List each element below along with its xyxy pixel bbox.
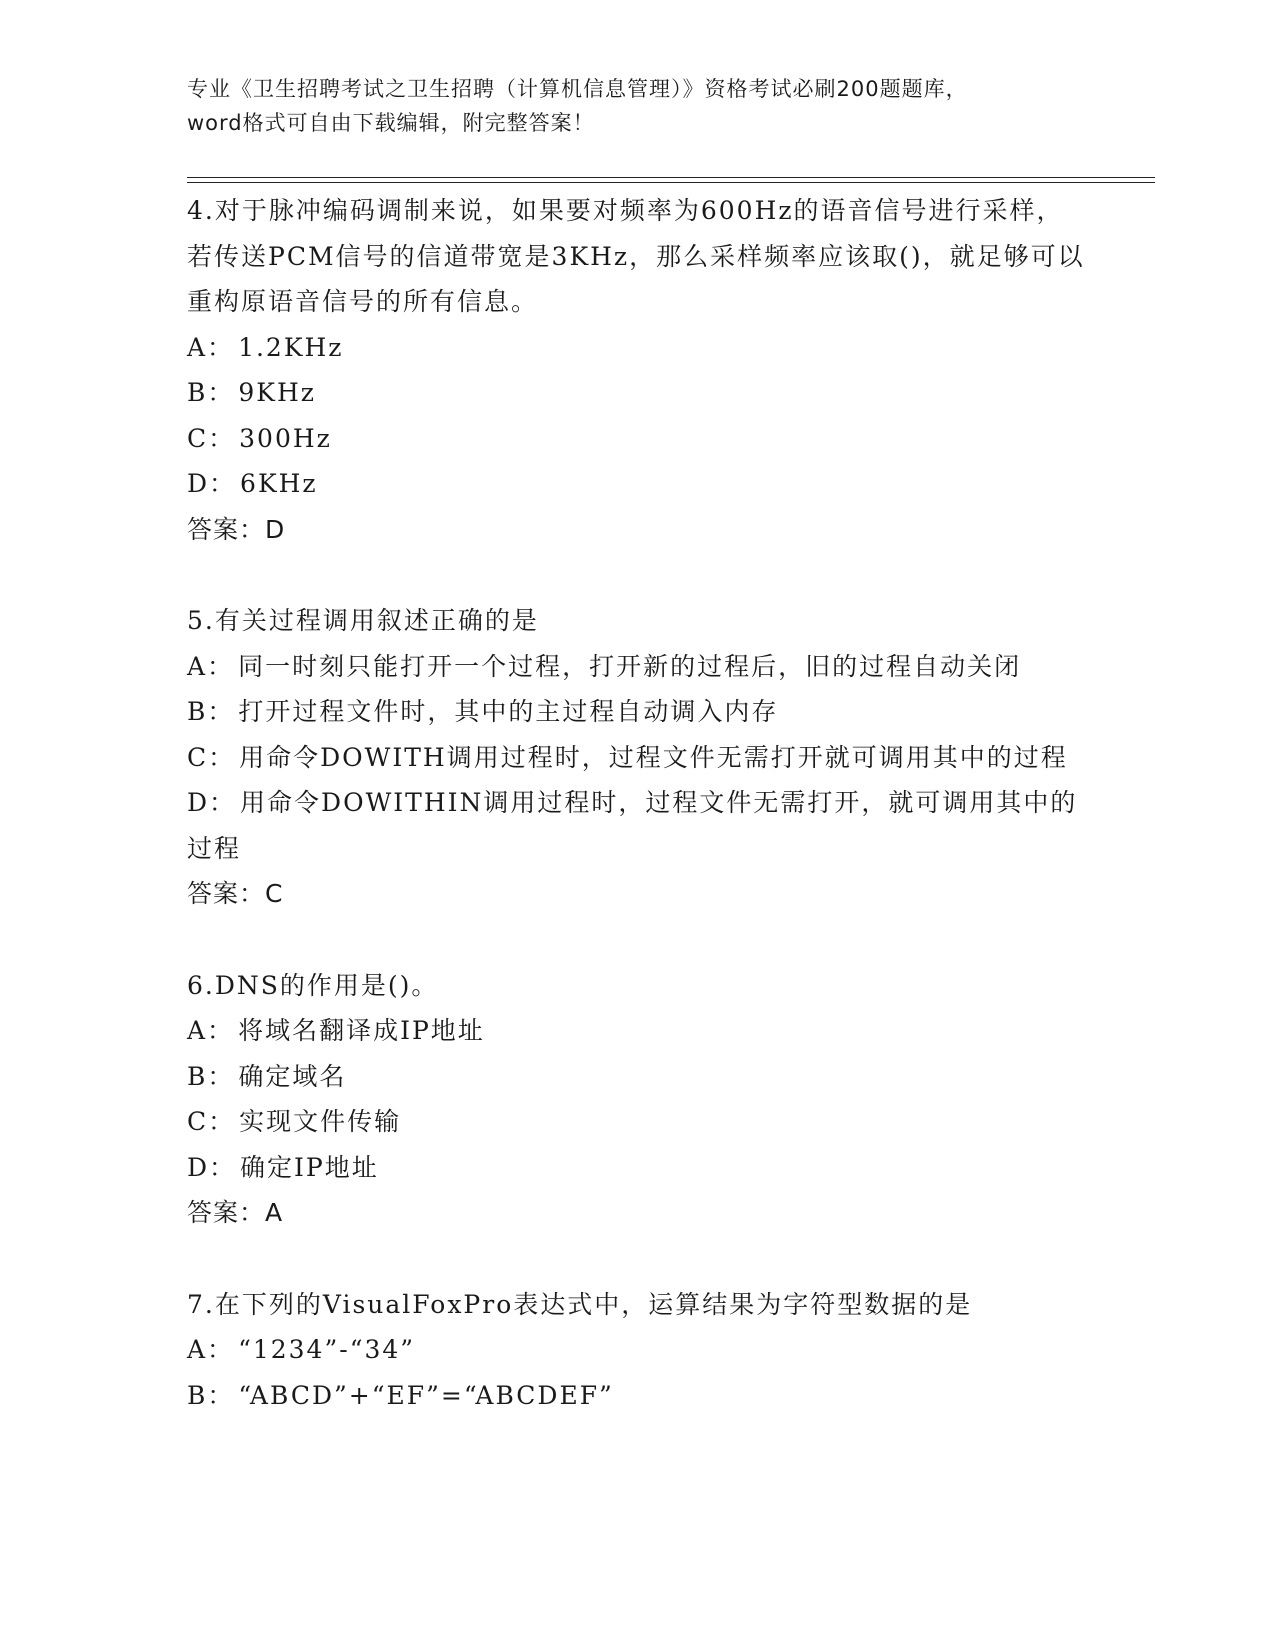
answer-label: 答案：D — [187, 514, 286, 544]
option-letter: D： — [187, 469, 237, 498]
header-line-2: word格式可自由下载编辑，附完整答案！ — [187, 111, 595, 135]
option-a — [187, 1327, 1087, 1373]
option-b — [187, 370, 1087, 416]
document-header — [187, 72, 1087, 140]
option-text: 6KHz — [240, 469, 318, 498]
option-letter: B： — [187, 1061, 235, 1091]
option-text: 确定域名 — [238, 1061, 347, 1091]
option-letter: A： — [187, 651, 235, 681]
option-text: 确定IP地址 — [240, 1152, 379, 1182]
option-c — [187, 416, 1087, 462]
option-c — [187, 1099, 1087, 1145]
option-a — [187, 644, 1087, 690]
question-stem: 4.对于脉冲编码调制来说，如果要对频率为600Hz的语音信号进行采样，若传送PCM信号的信道带宽是3KHz，那么采样频率应该取()，就足够可以重构原语音信号的所有信息。 — [187, 196, 1085, 316]
option-text: 用命令DOWITHIN调用过程时，过程文件无需打开，就可调用其中的过程 — [187, 788, 1078, 863]
option-d — [187, 461, 1087, 507]
option-a — [187, 325, 1087, 371]
option-d — [187, 780, 1087, 871]
answer-label: 答案：C — [187, 879, 284, 908]
option-text: 实现文件传输 — [239, 1107, 402, 1136]
option-text: 300Hz — [239, 423, 332, 453]
question-6 — [187, 963, 1087, 1236]
question-stem: 6.DNS的作用是()。 — [187, 970, 439, 1000]
option-text: “ABCD”+“EF”=“ABCDEF” — [238, 1380, 614, 1410]
option-letter: D： — [187, 1152, 237, 1182]
option-text: 同一时刻只能打开一个过程，打开新的过程后，旧的过程自动关闭 — [238, 651, 1022, 681]
header-line-1: 专业《卫生招聘考试之卫生招聘（计算机信息管理）》资格考试必刷200题题库， — [187, 77, 968, 101]
option-text: “1234”-“34” — [238, 1335, 416, 1364]
option-letter: D： — [187, 788, 237, 817]
option-letter: B： — [187, 1380, 235, 1410]
question-5 — [187, 598, 1087, 917]
option-letter: B： — [187, 697, 235, 726]
header-divider-bottom — [187, 182, 1155, 183]
option-b — [187, 689, 1087, 735]
question-7 — [187, 1282, 1087, 1419]
option-letter: C： — [187, 1107, 236, 1136]
option-text: 1.2KHz — [238, 332, 344, 362]
option-letter: A： — [187, 1335, 235, 1364]
question-stem: 5.有关过程调用叙述正确的是 — [187, 606, 539, 635]
option-letter: C： — [187, 742, 236, 772]
option-b — [187, 1054, 1087, 1100]
option-b — [187, 1373, 1087, 1419]
option-text: 将域名翻译成IP地址 — [238, 1016, 485, 1045]
header-divider-top — [187, 177, 1155, 178]
question-list — [187, 188, 1087, 1418]
option-letter: B： — [187, 378, 235, 407]
option-letter: C： — [187, 423, 236, 453]
option-a — [187, 1008, 1087, 1054]
answer-label: 答案：A — [187, 1198, 284, 1227]
option-letter: A： — [187, 332, 235, 362]
option-letter: A： — [187, 1016, 235, 1045]
option-text: 用命令DOWITH调用过程时，过程文件无需打开就可调用其中的过程 — [239, 742, 1068, 772]
option-c — [187, 735, 1087, 781]
question-4 — [187, 188, 1087, 552]
option-d — [187, 1145, 1087, 1191]
option-text: 打开过程文件时，其中的主过程自动调入内存 — [238, 697, 779, 726]
option-text: 9KHz — [238, 378, 316, 407]
question-stem: 7.在下列的VisualFoxPro表达式中，运算结果为字符型数据的是 — [187, 1289, 973, 1319]
